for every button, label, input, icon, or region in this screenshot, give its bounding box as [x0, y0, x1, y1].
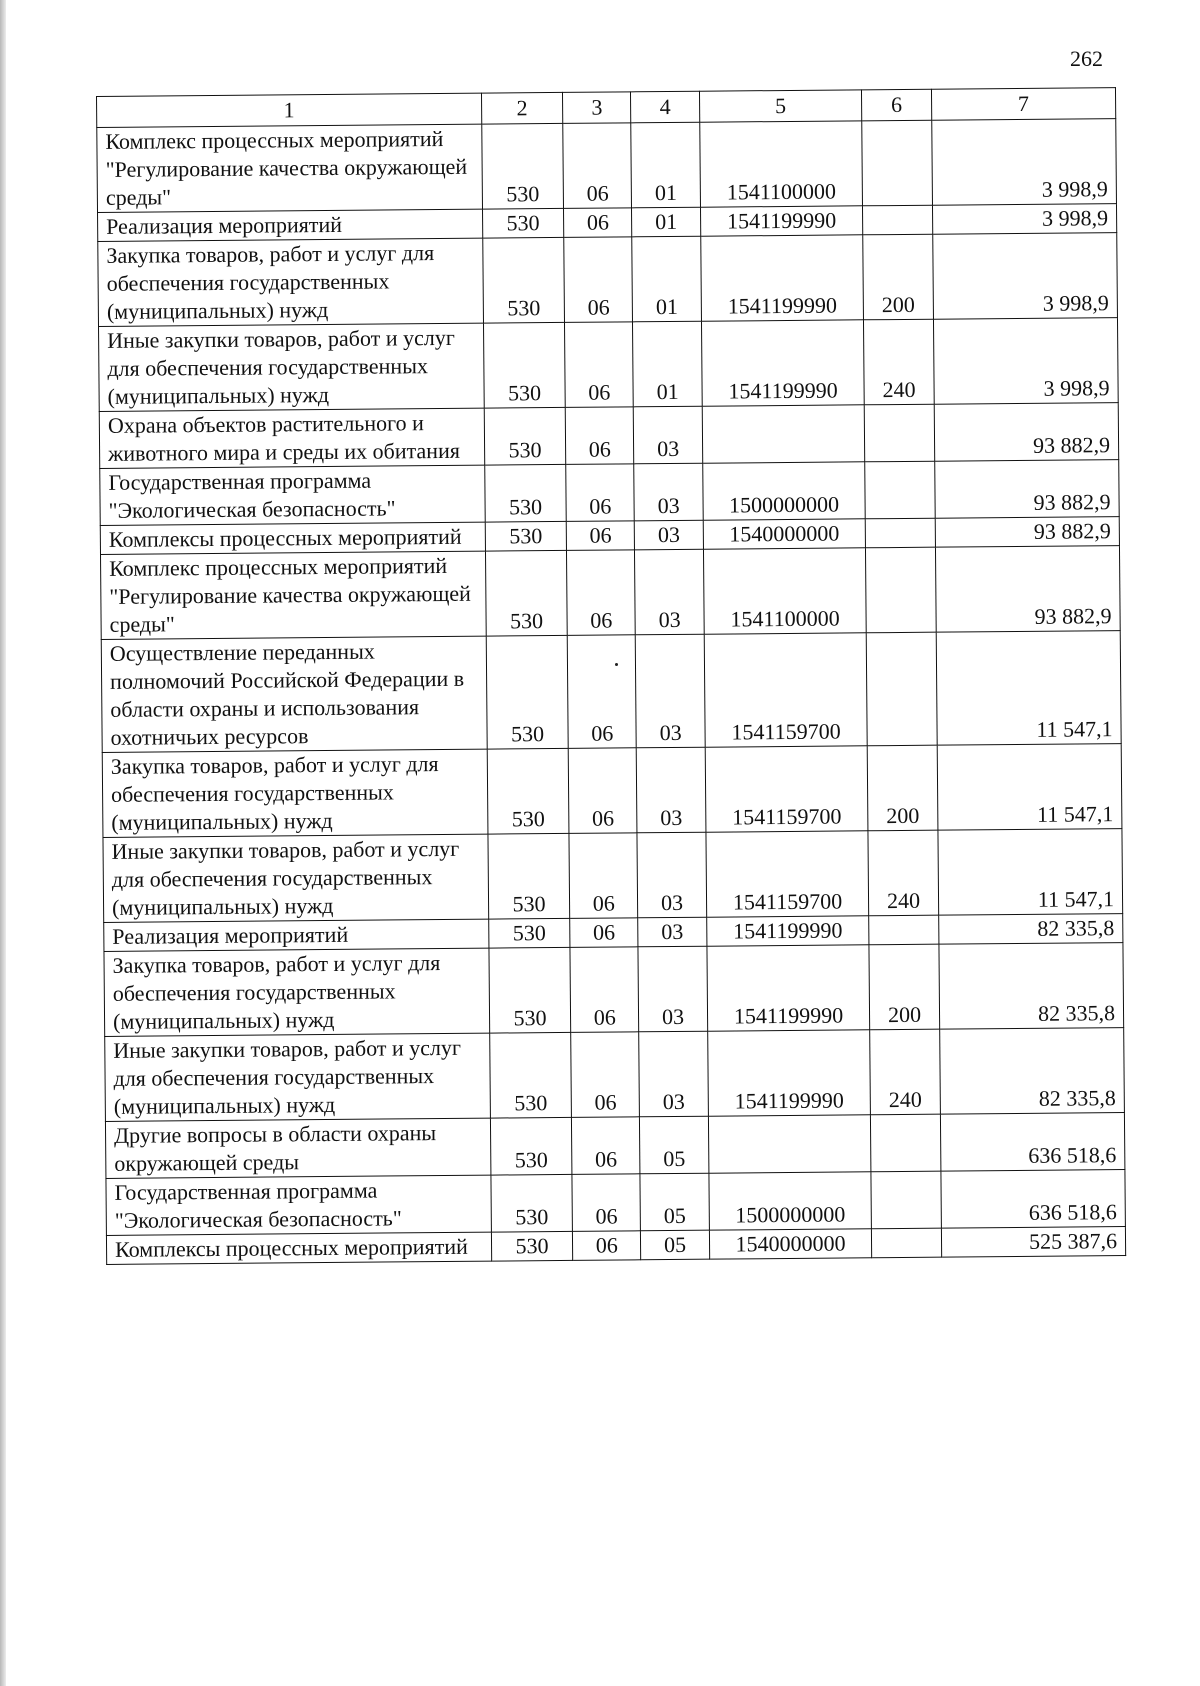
header-col-3: 3 — [563, 92, 632, 124]
table-row — [104, 943, 1124, 1037]
row-subsection: 03 — [638, 946, 707, 1032]
row-admin-code: 530 — [491, 1231, 573, 1261]
row-expense-type — [866, 518, 936, 548]
row-admin-code: 530 — [482, 123, 564, 209]
row-subsection: 03 — [635, 520, 704, 550]
row-amount: 3 998,9 — [931, 119, 1116, 206]
row-name: Государственная программа "Экологическая безопасность" — [100, 465, 485, 525]
row-admin-code: 530 — [486, 635, 568, 749]
row-target-article: 1541199990 — [700, 206, 863, 236]
row-amount: 3 998,9 — [933, 318, 1118, 405]
row-target-article: 1541199990 — [707, 1030, 870, 1116]
table-row — [102, 744, 1122, 838]
page-number: 262 — [1070, 46, 1103, 71]
header-col-5: 5 — [699, 90, 862, 122]
row-section: 06 — [570, 947, 639, 1033]
row-section: 06 — [569, 833, 638, 919]
row-subsection: 03 — [635, 549, 704, 635]
row-section: 06 — [565, 322, 634, 408]
header-col-4: 4 — [631, 91, 700, 123]
row-subsection: 01 — [633, 321, 702, 407]
row-expense-type: 200 — [869, 944, 939, 1030]
row-expense-type — [869, 915, 939, 945]
row-amount: 11 547,1 — [937, 744, 1122, 831]
row-amount: 93 882,9 — [935, 517, 1120, 548]
row-admin-code: 530 — [487, 748, 569, 834]
row-subsection: 03 — [637, 832, 706, 918]
row-amount: 93 882,9 — [934, 403, 1119, 462]
row-expense-type — [871, 1114, 941, 1172]
row-name: Комплекс процессных мероприятий "Регулирование качества окружающей среды" — [101, 551, 487, 639]
table-row — [99, 318, 1119, 412]
row-amount: 82 335,8 — [939, 1028, 1124, 1115]
row-admin-code: 530 — [484, 407, 566, 465]
row-admin-code: 530 — [483, 237, 565, 323]
row-amount: 82 335,8 — [939, 943, 1124, 1030]
row-subsection: 03 — [634, 406, 703, 464]
row-amount: 93 882,9 — [934, 460, 1119, 519]
row-section: 06 — [570, 918, 639, 948]
row-section: 06 — [568, 748, 637, 834]
row-admin-code: 530 — [485, 521, 567, 551]
row-expense-type — [863, 205, 933, 235]
row-subsection: 01 — [631, 122, 700, 208]
table-row — [105, 1028, 1125, 1122]
row-expense-type — [871, 1171, 941, 1229]
row-subsection: 01 — [632, 236, 701, 322]
row-amount: 11 547,1 — [936, 631, 1121, 746]
row-target-article: 1541199990 — [706, 916, 869, 946]
row-section: 06 — [565, 407, 634, 465]
row-expense-type: 240 — [864, 319, 934, 405]
table-row — [97, 119, 1117, 213]
row-admin-code: 530 — [485, 550, 567, 636]
row-name: Комплексы процессных мероприятий — [100, 522, 485, 554]
row-target-article: 1541199990 — [700, 235, 863, 321]
row-section: 06 — [564, 237, 633, 323]
row-admin-code: 530 — [485, 464, 567, 522]
row-admin-code: 530 — [490, 1032, 572, 1118]
row-expense-type — [865, 461, 935, 519]
header-col-1: 1 — [97, 93, 482, 127]
table-row — [101, 546, 1121, 640]
table-row — [101, 631, 1121, 753]
row-name: Другие вопросы в области охраны окружающей среды — [105, 1118, 490, 1178]
row-expense-type — [872, 1228, 942, 1258]
row-subsection: 05 — [641, 1230, 710, 1260]
row-subsection: 03 — [639, 1031, 708, 1117]
row-expense-type: 200 — [867, 745, 937, 831]
row-name: Иные закупки товаров, работ и услуг для обеспечения государственных (муниципальных) нужд — [99, 323, 485, 411]
table-row — [100, 460, 1119, 526]
row-subsection: 03 — [636, 634, 705, 748]
row-amount: 3 998,9 — [932, 233, 1117, 320]
row-section: 06 — [566, 464, 635, 522]
row-amount: 82 335,8 — [938, 914, 1123, 945]
table-row — [103, 829, 1123, 923]
table-row — [105, 1113, 1124, 1179]
row-section: 06 — [564, 208, 633, 238]
budget-table — [96, 87, 1126, 1265]
row-target-article — [708, 1115, 871, 1173]
row-amount: 525 387,6 — [941, 1227, 1126, 1258]
row-name: Закупка товаров, работ и услуг для обеспечения государственных (муниципальных) нужд — [104, 948, 490, 1036]
row-target-article: 1541100000 — [703, 548, 866, 634]
row-name: Государственная программа "Экологическая безопасность" — [106, 1175, 491, 1235]
row-amount: 636 518,6 — [941, 1170, 1126, 1229]
row-target-article: 1541159700 — [704, 633, 868, 747]
row-target-article: 1541199990 — [701, 320, 864, 406]
row-expense-type: 200 — [863, 234, 933, 320]
row-target-article: 1541159700 — [705, 746, 868, 832]
row-admin-code: 530 — [482, 208, 564, 238]
table-row — [98, 233, 1118, 327]
row-name: Реализация мероприятий — [104, 919, 489, 951]
row-name: Закупка товаров, работ и услуг для обеспечения государственных (муниципальных) нужд — [102, 749, 488, 837]
header-col-2: 2 — [481, 92, 563, 124]
row-admin-code: 530 — [489, 918, 571, 948]
row-amount: 11 547,1 — [938, 829, 1123, 916]
row-subsection: 03 — [637, 747, 706, 833]
row-target-article: 1500000000 — [702, 462, 865, 520]
row-subsection: 05 — [640, 1173, 709, 1231]
table-row — [106, 1170, 1125, 1236]
row-target-article: 1541100000 — [699, 121, 862, 207]
scan-edge-shadow — [0, 0, 6, 1686]
row-expense-type — [866, 547, 936, 633]
row-section: 06 — [572, 1174, 641, 1232]
row-admin-code: 530 — [488, 833, 570, 919]
row-expense-type — [865, 404, 935, 462]
row-name: Охрана объектов растительного и животного мира и среды их обитания — [99, 408, 484, 468]
table-row — [99, 403, 1118, 469]
row-section: 06 — [567, 635, 636, 749]
row-name: Иные закупки товаров, работ и услуг для обеспечения государственных (муниципальных) нужд — [105, 1033, 491, 1121]
row-amount: 3 998,9 — [932, 204, 1117, 235]
row-target-article: 1540000000 — [709, 1229, 872, 1259]
row-section: 06 — [573, 1231, 642, 1261]
row-target-article: 1500000000 — [709, 1172, 872, 1230]
row-target-article: 1540000000 — [703, 519, 866, 549]
row-expense-type: 240 — [870, 1029, 940, 1115]
row-amount: 93 882,9 — [935, 546, 1120, 633]
row-expense-type — [862, 120, 932, 206]
row-amount: 636 518,6 — [940, 1113, 1125, 1172]
row-name: Осуществление переданных полномочий Российской Федерации в области охраны и использования охотничьих ресурсов — [101, 636, 487, 752]
row-admin-code: 530 — [483, 322, 565, 408]
row-admin-code: 530 — [489, 947, 571, 1033]
header-col-6: 6 — [862, 89, 932, 121]
row-expense-type: 240 — [868, 830, 938, 916]
row-target-article — [702, 405, 865, 463]
row-subsection: 03 — [634, 463, 703, 521]
row-name: Реализация мероприятий — [98, 209, 483, 241]
row-section: 06 — [572, 1117, 641, 1175]
row-subsection: 03 — [638, 917, 707, 947]
row-name: Иные закупки товаров, работ и услуг для обеспечения государственных (муниципальных) нужд — [103, 834, 489, 922]
row-section: 06 — [563, 123, 632, 209]
row-name: Комплекс процессных мероприятий "Регулирование качества окружающей среды" — [97, 124, 483, 212]
header-col-7: 7 — [931, 88, 1116, 121]
row-section: 06 — [566, 521, 635, 551]
row-section: 06 — [567, 550, 636, 636]
row-expense-type — [866, 632, 936, 746]
row-admin-code: 530 — [490, 1117, 572, 1175]
row-section: 06 — [571, 1032, 640, 1118]
row-subsection: 05 — [640, 1116, 709, 1174]
row-admin-code: 530 — [491, 1174, 573, 1232]
row-target-article: 1541159700 — [706, 831, 869, 917]
row-target-article: 1541199990 — [707, 945, 870, 1031]
row-name: Закупка товаров, работ и услуг для обеспечения государственных (муниципальных) нужд — [98, 238, 484, 326]
row-name: Комплексы процессных мероприятий — [106, 1232, 491, 1264]
row-subsection: 01 — [632, 207, 701, 237]
